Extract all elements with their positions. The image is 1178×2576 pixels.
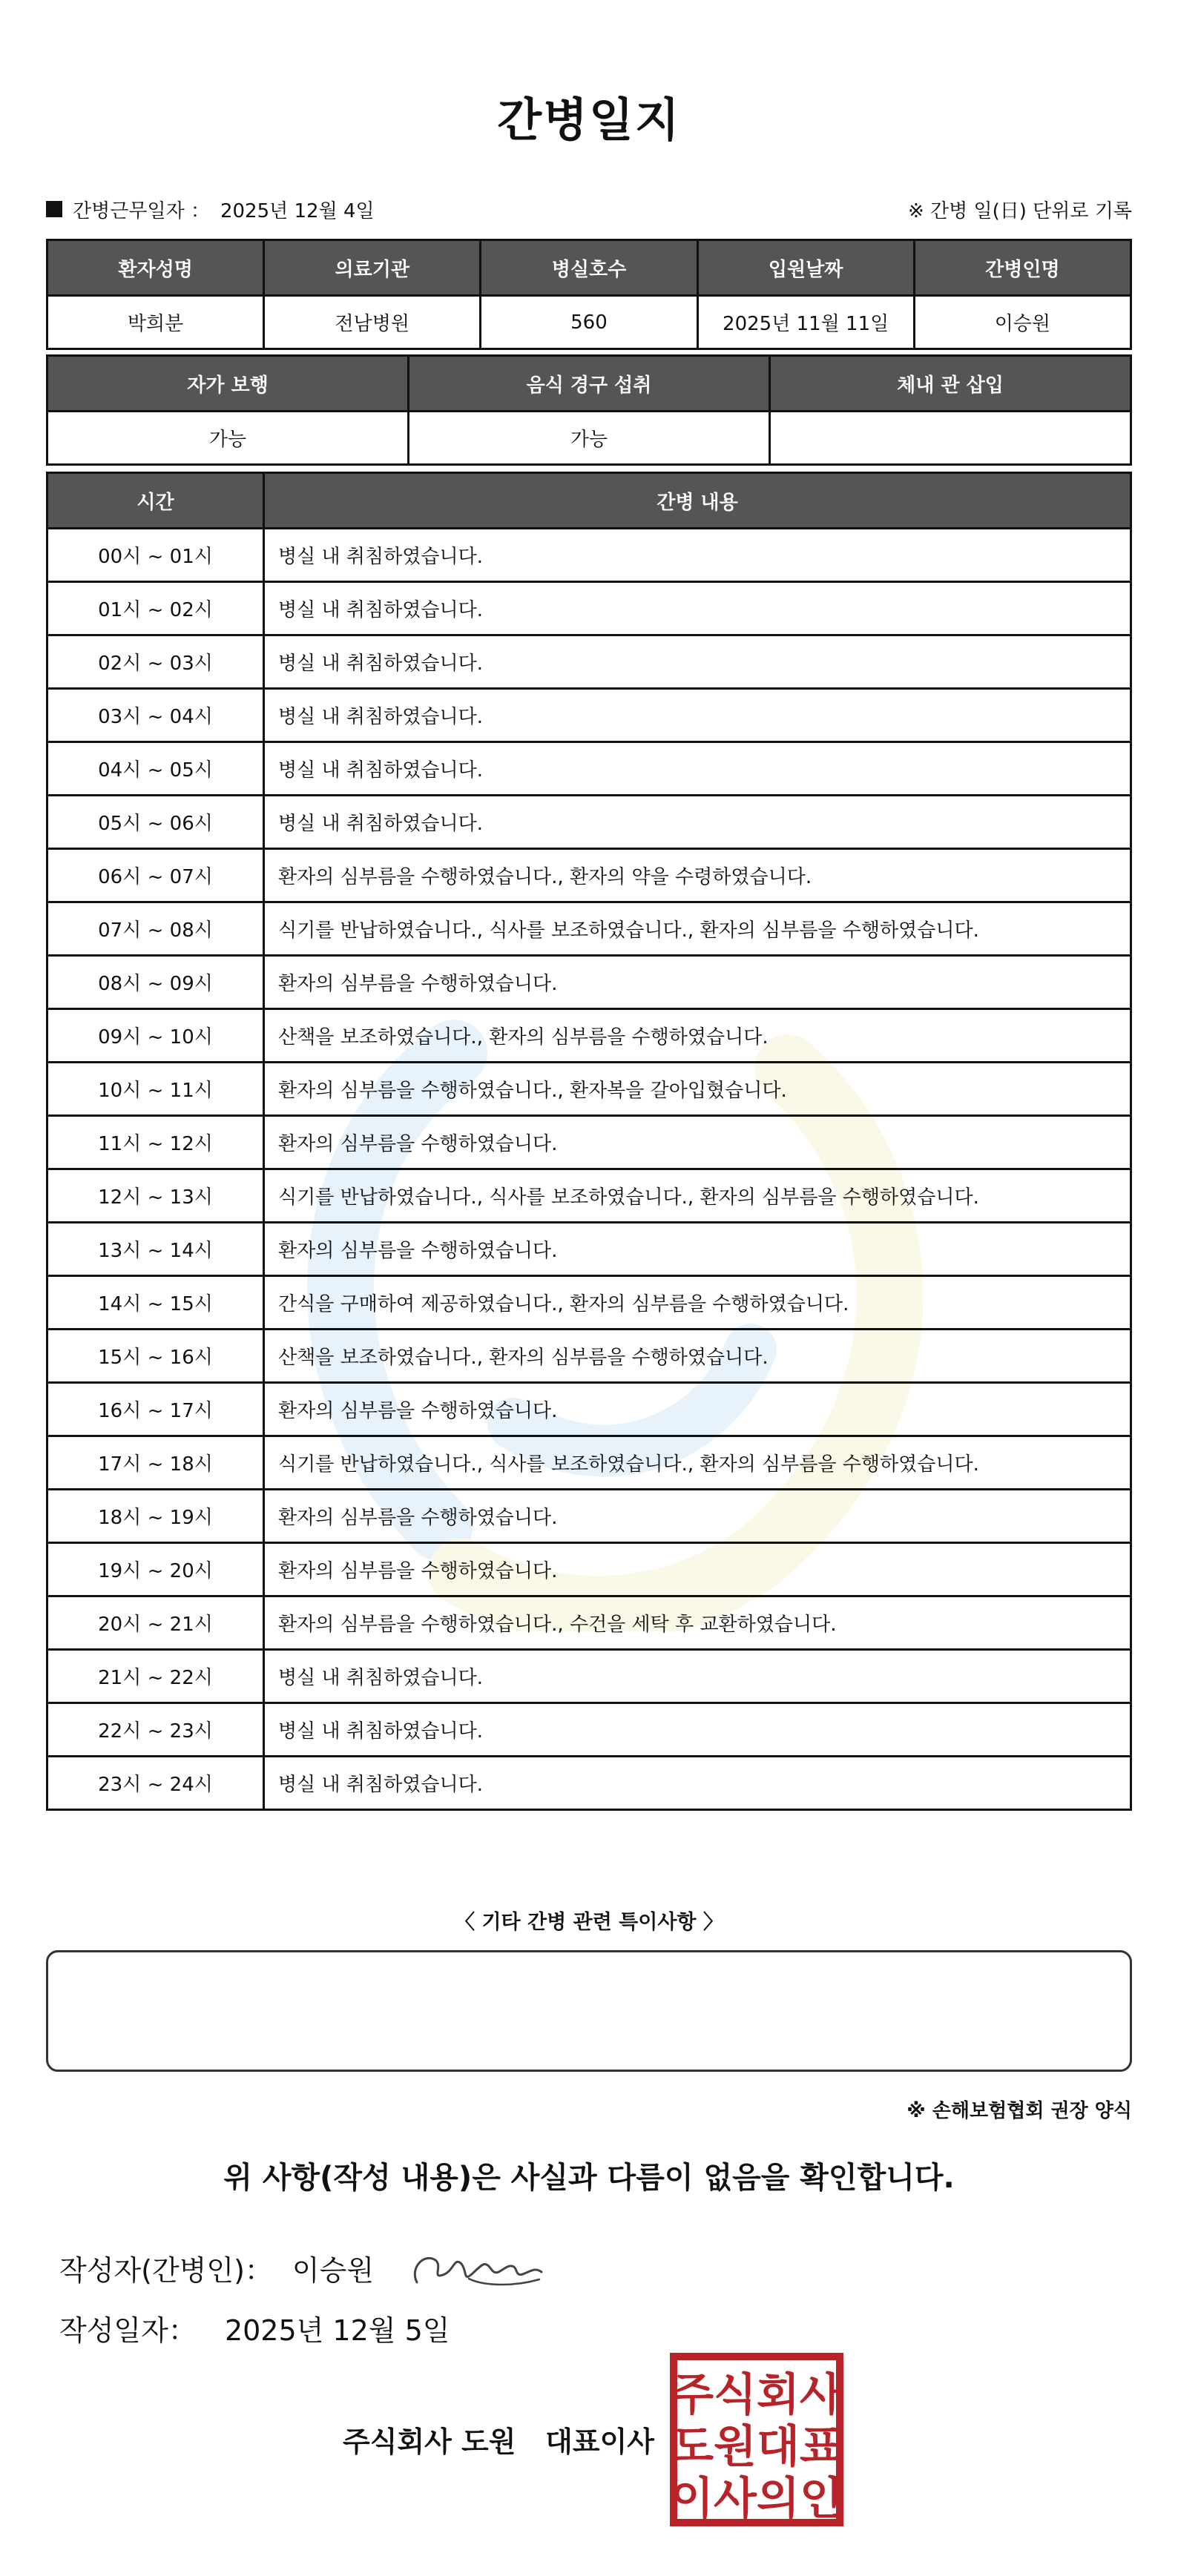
room-number: 560 [481,296,697,349]
table-row [47,1383,1131,1436]
table-row [47,1063,1131,1116]
time-slot: 20시 ~ 21시 [47,1596,264,1650]
care-note: 병실 내 취침하였습니다. [264,529,1131,582]
header-self-walking: 자가 보행 [47,356,409,412]
care-note: 환자의 심부름을 수행하였습니다. [264,1116,1131,1169]
seal-text-line: 주식회사 [671,2369,843,2421]
time-slot: 07시 ~ 08시 [47,902,264,956]
writer-name: 이승원 [292,2253,375,2287]
recommended-form-note: ※ 손해보험협회 권장 양식 [906,2100,1132,2122]
care-note: 환자의 심부름을 수행하였습니다. [264,1383,1131,1436]
table-row [47,529,1131,582]
write-date-row [59,2308,450,2348]
company-representative: 주식회사 도원 대표이사 [343,2425,654,2458]
care-note: 간식을 구매하여 제공하였습니다., 환자의 심부름을 수행하였습니다. [264,1276,1131,1330]
tube-insertion-value [770,412,1131,465]
time-slot: 01시 ~ 02시 [47,582,264,635]
company-seal-icon [669,2352,844,2527]
time-slot: 13시 ~ 14시 [47,1223,264,1276]
care-note: 식기를 반납하였습니다., 식사를 보조하였습니다., 환자의 심부름을 수행하였습니다. [264,1436,1131,1490]
time-slot: 08시 ~ 09시 [47,956,264,1009]
signature-icon [402,2238,550,2297]
care-note: 환자의 심부름을 수행하였습니다. [264,1223,1131,1276]
hospital: 전남병원 [264,296,481,349]
care-note: 병실 내 취침하였습니다. [264,1703,1131,1757]
confirmation-statement: 위 사항(작성 내용)은 사실과 다름이 없음을 확인합니다. [223,2161,955,2195]
care-note: 식기를 반납하였습니다., 식사를 보조하였습니다., 환자의 심부름을 수행하였습니다. [264,1169,1131,1223]
table-row [47,1330,1131,1383]
time-slot: 02시 ~ 03시 [47,635,264,689]
header-oral-intake: 음식 경구 섭취 [409,356,770,412]
header-care-content: 간병 내용 [264,473,1131,529]
write-date-value: 2025년 12월 5일 [224,2314,450,2347]
care-note: 병실 내 취침하였습니다. [264,689,1131,742]
table-row [47,902,1131,956]
header-room: 병실호수 [481,240,697,296]
time-slot: 05시 ~ 06시 [47,796,264,849]
work-date-label: 간병근무일자 ： [73,199,210,222]
time-slot: 18시 ~ 19시 [47,1490,264,1543]
header-hospital: 의료기관 [264,240,481,296]
time-slot: 15시 ~ 16시 [47,1330,264,1383]
time-slot: 19시 ~ 20시 [47,1543,264,1596]
care-note: 산책을 보조하였습니다., 환자의 심부름을 수행하였습니다. [264,1009,1131,1063]
patient-status-table [46,354,1132,466]
table-row [47,1490,1131,1543]
table-row [47,1650,1131,1703]
time-slot: 09시 ~ 10시 [47,1009,264,1063]
time-slot: 16시 ~ 17시 [47,1383,264,1436]
table-row [47,796,1131,849]
care-note: 환자의 심부름을 수행하였습니다. [264,1490,1131,1543]
table-row [47,1169,1131,1223]
work-date [46,196,375,223]
care-note: 환자의 심부름을 수행하였습니다., 환자복을 갈아입혔습니다. [264,1063,1131,1116]
care-note: 병실 내 취침하였습니다. [264,1757,1131,1810]
table-row [47,1436,1131,1490]
patient-info-table [46,239,1132,350]
table-row [47,1543,1131,1596]
daily-record-note: ※ 간병 일(日) 단위로 기록 [907,199,1132,222]
time-slot: 00시 ~ 01시 [47,529,264,582]
care-note: 환자의 심부름을 수행하였습니다. [264,1543,1131,1596]
oral-intake-value: 가능 [409,412,770,465]
time-slot: 03시 ~ 04시 [47,689,264,742]
table-row [47,1223,1131,1276]
seal-text-line: 도원대표 [671,2421,843,2473]
care-note: 병실 내 취침하였습니다. [264,1650,1131,1703]
care-log-table [46,472,1132,1811]
time-slot: 14시 ~ 15시 [47,1276,264,1330]
table-row [47,582,1131,635]
time-slot: 21시 ~ 22시 [47,1650,264,1703]
seal-text-line: 이사의인 [671,2473,843,2525]
time-slot: 04시 ~ 05시 [47,742,264,796]
page-title: 간병일지 [497,93,681,147]
patient-name: 박희분 [47,296,264,349]
time-slot: 11시 ~ 12시 [47,1116,264,1169]
header-time: 시간 [47,473,264,529]
table-row [47,689,1131,742]
table-row [47,635,1131,689]
time-slot: 10시 ~ 11시 [47,1063,264,1116]
table-row [47,1276,1131,1330]
writer-row [59,2238,550,2297]
time-slot: 23시 ~ 24시 [47,1757,264,1810]
table-row [47,1596,1131,1650]
write-date-label: 작성일자： [59,2314,197,2347]
care-note: 산책을 보조하였습니다., 환자의 심부름을 수행하였습니다. [264,1330,1131,1383]
header-tube-insertion: 체내 관 삽입 [770,356,1131,412]
care-note: 환자의 심부름을 수행하였습니다., 환자의 약을 수령하였습니다. [264,849,1131,902]
writer-label: 작성자(간병인)： [59,2253,273,2287]
table-row [47,1703,1131,1757]
table-row [47,1009,1131,1063]
table-row [47,1116,1131,1169]
table-row [47,849,1131,902]
caregiver-name: 이승원 [914,296,1131,349]
self-walking-value: 가능 [47,412,409,465]
special-notes-box [46,1950,1132,2072]
work-date-value: 2025년 12월 4일 [220,199,375,222]
header-caregiver-name: 간병인명 [914,240,1131,296]
time-slot: 22시 ~ 23시 [47,1703,264,1757]
table-row [47,1757,1131,1810]
special-notes-title: 〈 기타 간병 관련 특이사항 〉 [455,1911,723,1934]
care-note: 병실 내 취침하였습니다. [264,582,1131,635]
care-note: 식기를 반납하였습니다., 식사를 보조하였습니다., 환자의 심부름을 수행하였습니다. [264,902,1131,956]
time-slot: 17시 ~ 18시 [47,1436,264,1490]
header-admission-date: 입원날짜 [697,240,914,296]
admission-date: 2025년 11월 11일 [697,296,914,349]
table-row [47,742,1131,796]
meta-row [46,194,1132,224]
care-note: 병실 내 취침하였습니다. [264,635,1131,689]
care-note: 병실 내 취침하였습니다. [264,796,1131,849]
care-note: 환자의 심부름을 수행하였습니다. [264,956,1131,1009]
header-patient-name: 환자성명 [47,240,264,296]
care-log-body [47,529,1131,1810]
care-note: 환자의 심부름을 수행하였습니다., 수건을 세탁 후 교환하였습니다. [264,1596,1131,1650]
table-row [47,956,1131,1009]
care-note: 병실 내 취침하였습니다. [264,742,1131,796]
time-slot: 12시 ~ 13시 [47,1169,264,1223]
time-slot: 06시 ~ 07시 [47,849,264,902]
square-bullet-icon [46,201,62,217]
